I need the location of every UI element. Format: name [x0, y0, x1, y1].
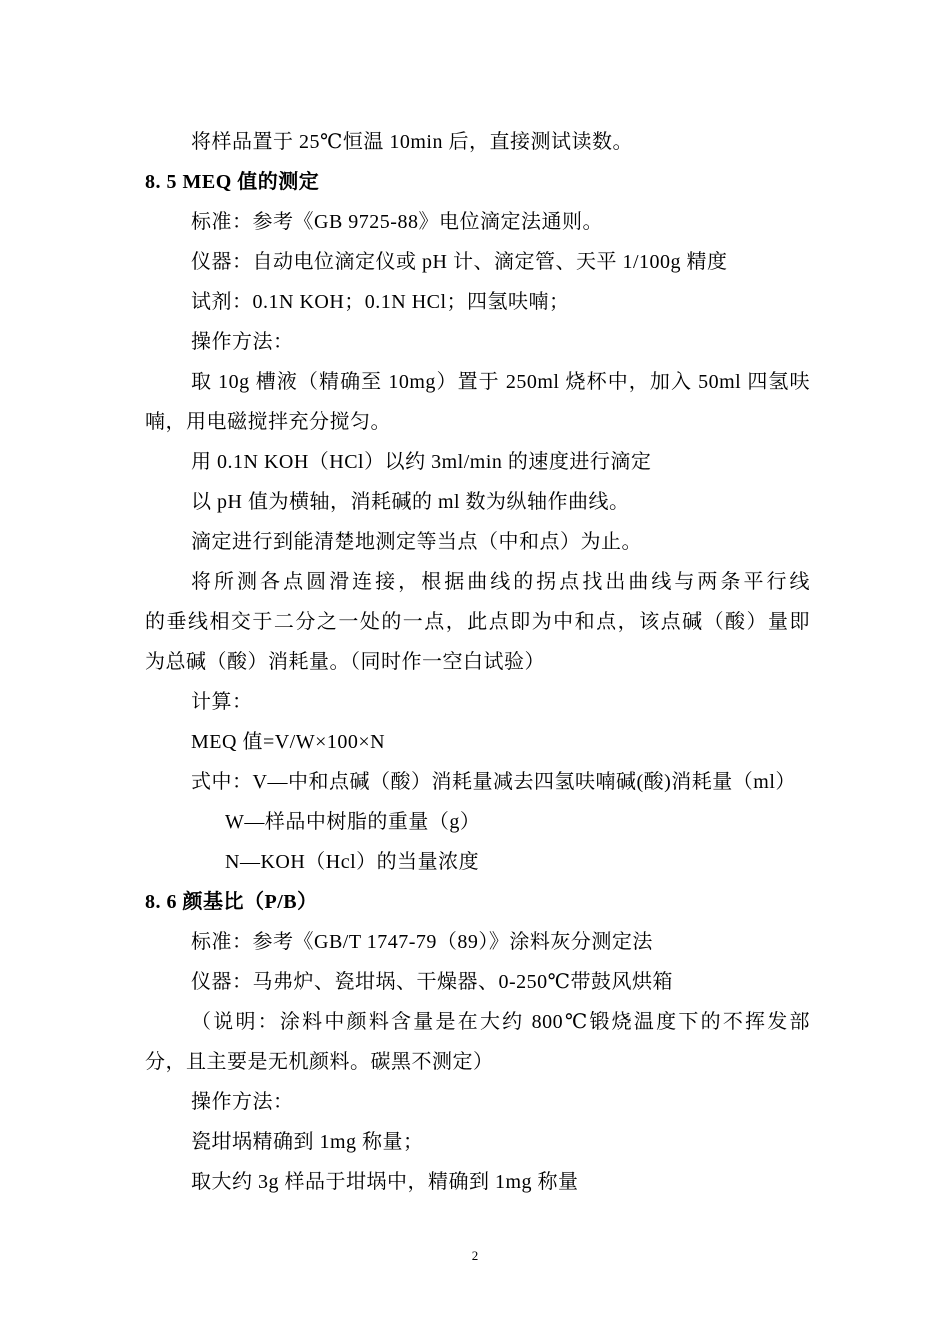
paragraph-line: 将样品置于 25℃恒温 10min 后，直接测试读数。 [191, 131, 633, 153]
paragraph-line: 试剂：0.1N KOH；0.1N HCl；四氢呋喃； [191, 291, 570, 313]
paragraph-line: 操作方法： [191, 1091, 294, 1113]
paragraph-line: 仪器：马弗炉、瓷坩埚、干燥器、0-250℃带鼓风烘箱 [191, 971, 674, 993]
paragraph-line: 操作方法： [191, 331, 294, 353]
paragraph-line: （说明：涂料中颜料含量是在大约 800℃锻烧温度下的不挥发部 [191, 1011, 810, 1033]
paragraph-line: 标准：参考《GB 9725-88》电位滴定法通则。 [191, 211, 603, 233]
paragraph-line: 取大约 3g 样品于坩埚中，精确到 1mg 称量 [191, 1171, 579, 1193]
paragraph-line: 标准：参考《GB/T 1747-79（89）》涂料灰分测定法 [191, 931, 653, 953]
paragraph-line: 的垂线相交于二分之一处的一点，此点即为中和点，该点碱（酸）量即 [145, 611, 810, 633]
section-heading-8-6: 8. 6 颜基比（P/B） [145, 891, 318, 913]
paragraph-line: 分，且主要是无机颜料。碳黑不测定） [145, 1051, 494, 1073]
formula-legend-line: W—样品中树脂的重量（g） [225, 811, 481, 833]
formula-legend-line: N—KOH（Hcl）的当量浓度 [225, 851, 480, 873]
paragraph-line: 瓷坩埚精确到 1mg 称量； [191, 1131, 424, 1153]
paragraph-line: 为总碱（酸）消耗量。（同时作一空白试验） [145, 651, 545, 673]
paragraph-line: 取 10g 槽液（精确至 10mg）置于 250ml 烧杯中，加入 50ml 四氢呋 [191, 371, 810, 393]
formula-line: MEQ 值=V/W×100×N [191, 731, 386, 753]
page-number: 2 [471, 1248, 479, 1263]
paragraph-line: 将所测各点圆滑连接，根据曲线的拐点找出曲线与两条平行线 [191, 571, 810, 593]
paragraph-line: 计算： [191, 691, 253, 713]
page-content [145, 122, 810, 1202]
paragraph-line: 滴定进行到能清楚地测定等当点（中和点）为止。 [191, 531, 642, 553]
formula-legend-line: 式中：V—中和点碱（酸）消耗量减去四氢呋喃碱(酸)消耗量（ml） [191, 771, 796, 793]
paragraph-line: 用 0.1N KOH（HCl）以约 3ml/min 的速度进行滴定 [191, 451, 652, 473]
section-heading-8-5: 8. 5 MEQ 值的测定 [145, 171, 320, 193]
paragraph-line: 以 pH 值为横轴，消耗碱的 ml 数为纵轴作曲线。 [191, 491, 630, 513]
paragraph-line: 仪器：自动电位滴定仪或 pH 计、滴定管、天平 1/100g 精度 [191, 251, 728, 273]
paragraph-line: 喃，用电磁搅拌充分搅匀。 [145, 411, 391, 433]
